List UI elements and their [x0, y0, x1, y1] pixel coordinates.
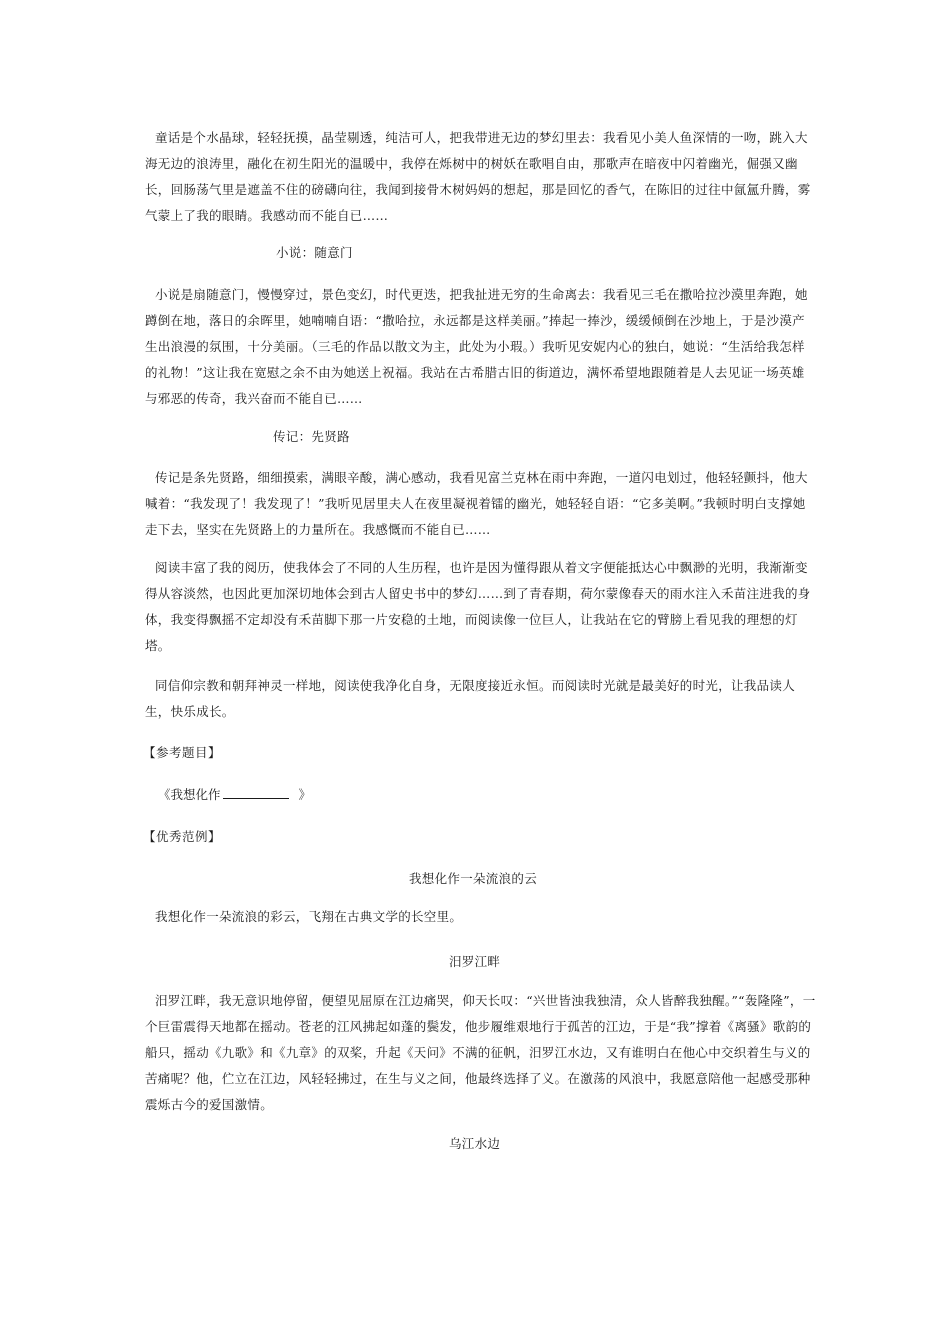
paragraph-miluo: 汨罗江畔，我无意识地停留，便望见屈原在江边痛哭，仰天长叹：“兴世皆浊我独清，众人皆醉我独醒。”“轰隆隆”，一个巨雷震得天地都在摇动。苍老的江风拂起如蓬的鬓发，他步履维艰地行于孤苦的江边，于是“我”撑着《离骚》歌韵的船只，摇动《九歌》和《九章》的双桨，升起《天问》不满的征帆，汨罗江水边，又有谁明白在他心中交织着生与义的苦痛呢？他，伫立在江边，风轻轻拂过，在生与义之间，他最终选择了义。在激荡的风浪中，我愿意陪他一起感受那种震烁古今的爱国激情。 [145, 993, 816, 1112]
topic-blank [223, 786, 289, 799]
paragraph-biography: 传记是条先贤路，细细摸索，满眼辛酸，满心感动，我看见富兰克林在雨中奔跑，一道闪电划过，他轻轻颤抖，他大喊着：“我发现了！我发现了！”我听见居里夫人在夜里凝视着镭的幽光，她轻轻自语：“它多美啊。”我顿时明白支撑她走下去，坚实在先贤路上的力量所在。我感慨而不能自已…… [145, 470, 808, 537]
example-title: 我想化作一朵流浪的云 [409, 871, 538, 886]
reference-topic [158, 785, 311, 805]
paragraph-novel: 小说是扇随意门，慢慢穿过，景色变幻，时代更迭，把我扯进无穷的生命离去：我看见三毛在撒哈拉沙漠里奔跑，她蹲倒在地，落日的余晖里，她喃喃自语：“撒哈拉，永远都是这样美丽。”捧起一捧沙，缓缓倾倒在沙地上，于是沙漠产生出浪漫的氛围，十分美丽。（三毛的作品以散文为主，此处为小瑕。）我听见安妮内心的独白，她说：“生活给我怎样的礼物！”这让我在宽慰之余不由为她送上祝福。我站在古希腊古旧的街道边，满怀希望地跟随着是人去见证一场英雄与邪恶的传奇，我兴奋而不能自已…… [145, 287, 808, 406]
topic-close-text: 》 [298, 787, 312, 802]
reference-label: 【参考题目】 [143, 745, 222, 760]
heading-miluo: 汨罗江畔 [449, 954, 501, 969]
heading-wujiang: 乌江水边 [449, 1136, 501, 1151]
paragraph-intro: 我想化作一朵流浪的彩云，飞翔在古典文学的长空里。 [155, 909, 463, 924]
example-label: 【优秀范例】 [143, 829, 222, 844]
heading-biography: 传记：先贤路 [273, 429, 350, 444]
paragraph-faith: 同信仰宗教和朝拜神灵一样地，阅读使我净化自身，无限度接近永恒。而阅读时光就是最美好的时光，让我品读人生，快乐成长。 [145, 678, 796, 719]
paragraph-reading: 阅读丰富了我的阅历，使我体会了不同的人生历程，也许是因为懂得跟从着文字便能抵达心中飘渺的光明，我渐渐变得从容淡然，也因此更加深切地体会到古人留史书中的梦幻……到了青春期，荷尔蒙像春天的雨水注入禾苗注进我的身体，我变得飘摇不定却没有禾苗脚下那一片安稳的土地，而阅读像一位巨人，让我站在它的臂膀上看见我的理想的灯塔。 [145, 560, 811, 653]
topic-open-text: 《我想化作 [158, 787, 221, 802]
paragraph-fairy-tale: 童话是个水晶球，轻轻抚摸，晶莹剔透，纯洁可人，把我带进无边的梦幻里去：我看见小美人鱼深情的一吻，跳入大海无边的浪涛里，融化在初生阳光的温暖中，我停在烁树中的树妖在歌唱自由，那歌声在暗夜中闪着幽光，倔强又幽长，回肠荡气里是遮盖不住的磅礴向往，我闻到接骨木树妈妈的想起，那是回忆的香气，在陈旧的过往中氤氲升腾，雾气蒙上了我的眼睛。我感动而不能自已…… [145, 130, 811, 223]
heading-novel: 小说：随意门 [276, 245, 353, 260]
